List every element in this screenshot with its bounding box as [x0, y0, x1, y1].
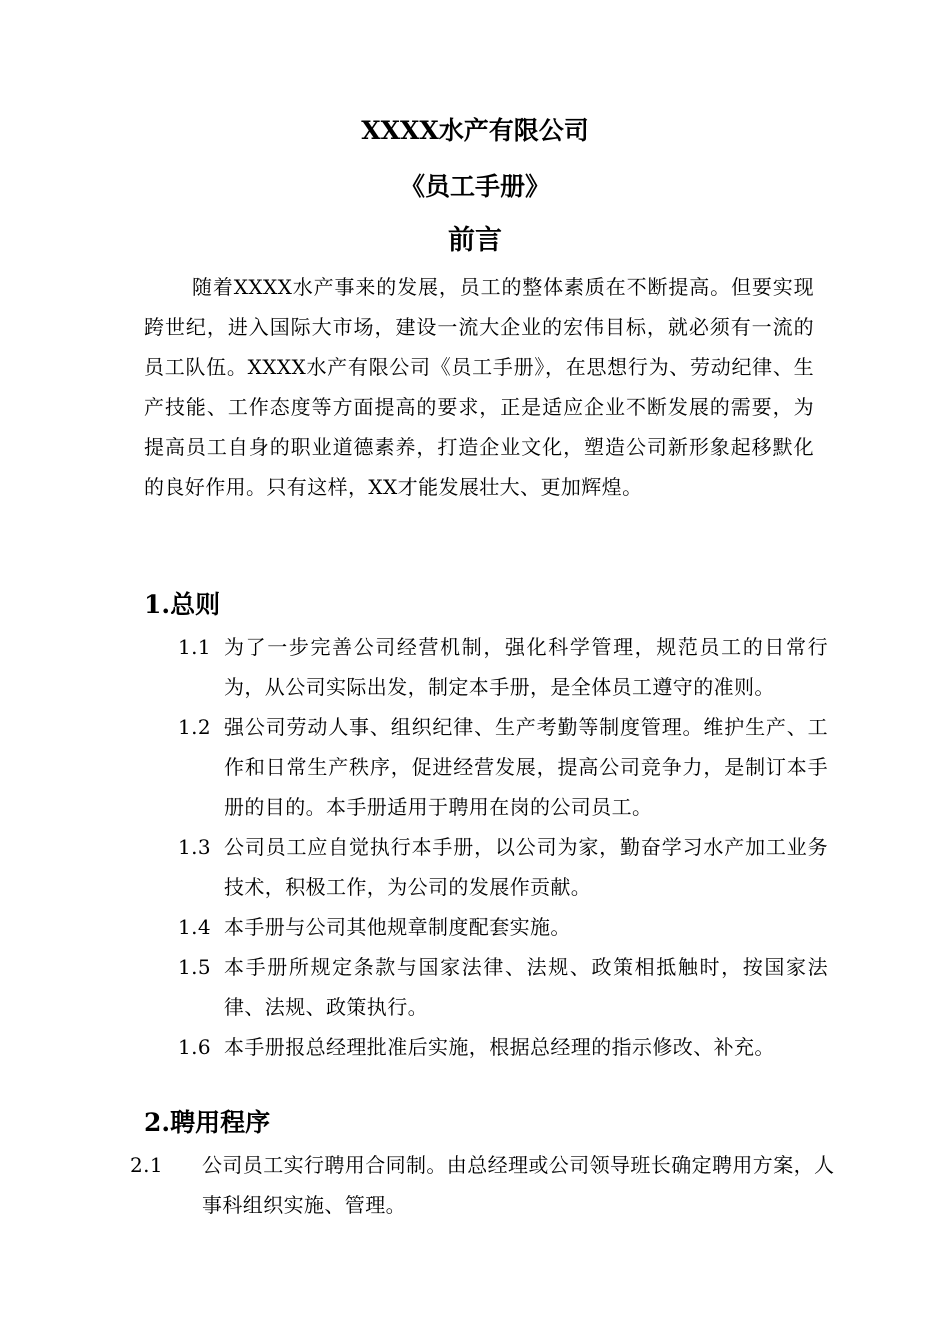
- clause-item: [178, 707, 828, 827]
- preface-paragraph: 随着XXXX水产事来的发展，员工的整体素质在不断提高。但要实现跨世纪，进入国际大市场，建设一流大企业的宏伟目标，就必须有一流的员工队伍。XXXX水产有限公司《员工手册》，在思想行为、劳动纪律、生产技能、工作态度等方面提高的要求，正是适应企业不断发展的需要，为提高员工自身的职业道德素养，打造企业文化，塑造公司新形象起移默化的良好作用。只有这样，XX才能发展壮大、更加辉煌。: [144, 275, 814, 499]
- section-general-clauses: [178, 627, 828, 1067]
- clause-item: [178, 947, 828, 1027]
- clause-number: 2.1: [130, 1153, 164, 1177]
- section-heading-hiring: 2.聘用程序: [144, 1108, 271, 1137]
- clause-text: 本手册报总经理批准后实施，根据总经理的指示修改、补充。: [224, 1035, 775, 1059]
- section-heading-general: 1.总则: [144, 590, 221, 619]
- clause-number: 1.2: [178, 715, 212, 739]
- clause-item: [178, 1027, 828, 1067]
- clause-item: [130, 1145, 842, 1225]
- clause-text: 为了一步完善公司经营机制，强化科学管理，规范员工的日常行为，从公司实际出发，制定本手册，是全体员工遵守的准则。: [224, 635, 828, 699]
- clause-number: 1.5: [178, 955, 212, 979]
- manual-title: 《员工手册》: [399, 172, 550, 201]
- clause-text: 本手册与公司其他规章制度配套实施。: [224, 915, 571, 939]
- clause-number: 1.1: [178, 635, 212, 659]
- clause-text: 强公司劳动人事、组织纪律、生产考勤等制度管理。维护生产、工作和日常生产秩序，促进经营发展，提高公司竞争力，是制订本手册的目的。本手册适用于聘用在岗的公司员工。: [224, 715, 828, 819]
- clause-number: 1.3: [178, 835, 212, 859]
- clause-text: 公司员工应自觉执行本手册，以公司为家，勤奋学习水产加工业务技术，积极工作，为公司的发展作贡献。: [224, 835, 828, 899]
- company-title: XXXX水产有限公司: [361, 116, 589, 145]
- clause-number: 1.4: [178, 915, 212, 939]
- clause-text: 本手册所规定条款与国家法律、法规、政策相抵触时，按国家法律、法规、政策执行。: [224, 955, 828, 1019]
- clause-item: [178, 627, 828, 707]
- clause-number: 1.6: [178, 1035, 212, 1059]
- clause-item: [178, 907, 828, 947]
- clause-text: 公司员工实行聘用合同制。由总经理或公司领导班长确定聘用方案，人事科组织实施、管理。: [202, 1153, 835, 1217]
- clause-item: [178, 827, 828, 907]
- preface-title: 前言: [448, 225, 502, 256]
